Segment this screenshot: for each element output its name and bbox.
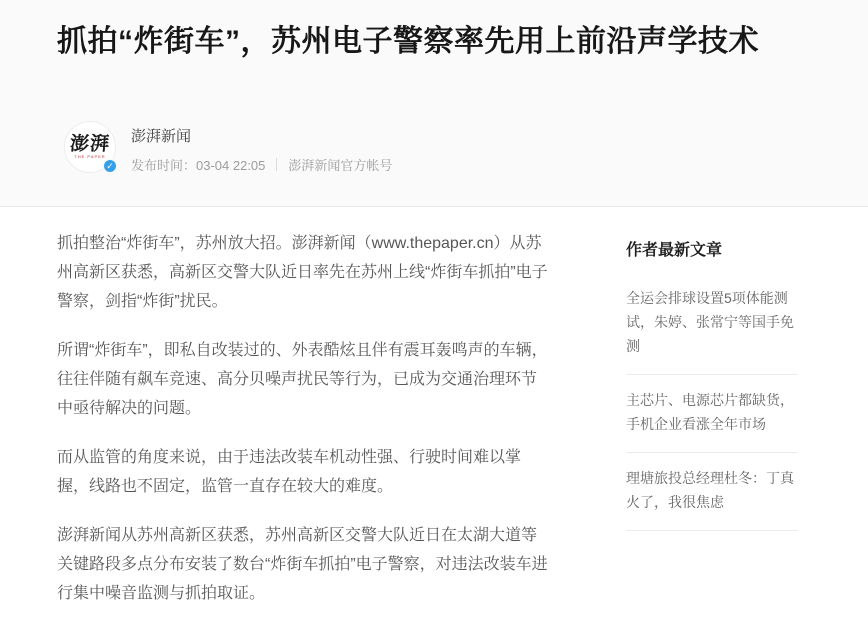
author-latest-sidebar (626, 237, 798, 531)
author-row (64, 121, 392, 174)
author-info (131, 121, 392, 174)
paragraph-3: 而从监管的角度来说，由于违法改装车机动性强、行驶时间难以掌握，线路也不固定，监管一直存在较大的难度。 (57, 449, 522, 495)
official-account-label: 澎湃新闻官方帐号 (288, 158, 393, 173)
paragraph-4: 澎湃新闻从苏州高新区获悉，苏州高新区交警大队近日在太湖大道等关键路段多点分布安装了数台“炸街车抓拍”电子警察，对违法改装车进行集中噪音监测与抓拍取证。 (57, 527, 548, 602)
sidebar-article-link[interactable]: 主芯片、电源芯片都缺货，手机企业看涨全年市场 (626, 375, 798, 453)
article-header (0, 0, 868, 207)
article-body (57, 229, 549, 628)
sidebar-article-link[interactable]: 全运会排球设置5项体能测试，朱婷、张常宁等国手免测 (626, 273, 798, 375)
sidebar-heading: 作者最新文章 (626, 242, 723, 259)
verified-badge-icon (102, 158, 118, 174)
publish-time: 发布时间：03-04 22:05 (131, 158, 266, 173)
author-name[interactable]: 澎湃新闻 (131, 128, 192, 145)
avatar-subtext: THE PAPER (74, 154, 106, 159)
paragraph-1: 抓拍整治“炸街车”，苏州放大招。澎湃新闻（www.thepaper.cn）从苏州高新区获悉，高新区交警大队近日率先在苏州上线“炸街车抓拍”电子警察，剑指“炸街”扰民。 (57, 235, 548, 310)
publish-meta-row (131, 155, 392, 174)
page-title: 抓拍“炸街车”，苏州电子警察率先用上前沿声学技术 (57, 25, 759, 58)
sidebar-article-link[interactable]: 理塘旅投总经理杜冬：丁真火了，我很焦虑 (626, 453, 798, 531)
paragraph-2: 所谓“炸街车”，即私自改装过的、外表酷炫且伴有震耳轰鸣声的车辆，往往伴随有飙车竞速、高分贝噪声扰民等行为，已成为交通治理环节中亟待解决的问题。 (57, 342, 548, 417)
meta-separator (276, 158, 277, 171)
author-avatar[interactable] (64, 121, 116, 173)
avatar-calligraphy-text: 澎湃 (69, 133, 111, 155)
checkmark-icon: ✓ (106, 160, 114, 171)
